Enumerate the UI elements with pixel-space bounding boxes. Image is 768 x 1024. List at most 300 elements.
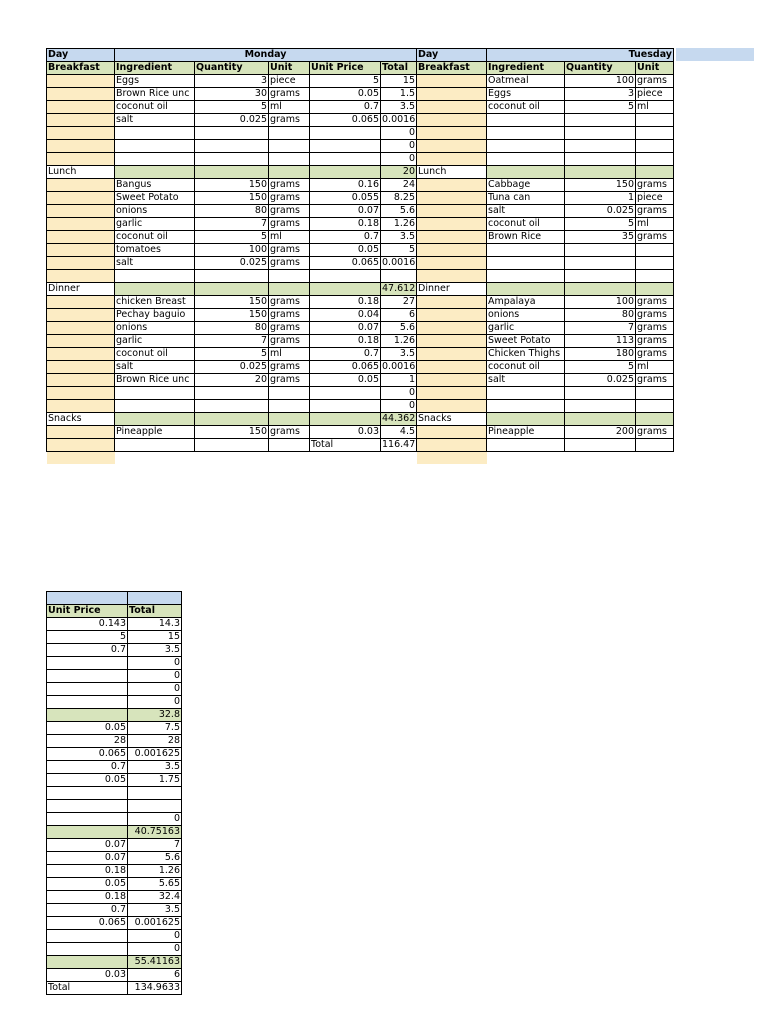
cell: 0 bbox=[128, 696, 182, 709]
cell bbox=[487, 270, 565, 283]
cell: 1.75 bbox=[128, 774, 182, 787]
cell: 0 bbox=[381, 153, 417, 166]
table-row bbox=[47, 722, 182, 735]
cell: 1.26 bbox=[381, 335, 417, 348]
table-row bbox=[47, 618, 182, 631]
cell: 0.025 bbox=[195, 114, 269, 127]
side-cell bbox=[417, 88, 487, 101]
cell: 0.7 bbox=[47, 644, 128, 657]
table-row bbox=[47, 114, 417, 127]
cell bbox=[128, 787, 182, 800]
cell: 0 bbox=[381, 140, 417, 153]
cell: Cabbage bbox=[487, 179, 565, 192]
section-total: 40.75163 bbox=[128, 826, 182, 839]
side-cell bbox=[47, 361, 115, 374]
table-row bbox=[47, 930, 182, 943]
table-row bbox=[47, 774, 182, 787]
cell: 7 bbox=[128, 839, 182, 852]
day-name: Monday bbox=[115, 49, 417, 62]
side-cell bbox=[417, 335, 487, 348]
side-cell bbox=[417, 426, 487, 439]
cell bbox=[195, 387, 269, 400]
table-row bbox=[47, 179, 417, 192]
side-cell bbox=[47, 179, 115, 192]
cell: garlic bbox=[487, 322, 565, 335]
cell: 0.16 bbox=[310, 179, 381, 192]
table-row bbox=[47, 101, 417, 114]
section-fill bbox=[269, 166, 310, 179]
cell: grams bbox=[269, 192, 310, 205]
cell bbox=[115, 439, 195, 452]
section-fill bbox=[195, 283, 269, 296]
total-label: Total bbox=[310, 439, 381, 452]
section-total: 55.41163 bbox=[128, 956, 182, 969]
cell bbox=[47, 657, 128, 670]
side-cell bbox=[47, 426, 115, 439]
cell bbox=[487, 400, 565, 413]
section-fill bbox=[636, 166, 674, 179]
cell: 150 bbox=[195, 179, 269, 192]
section-label: Lunch bbox=[47, 166, 115, 179]
side-cell bbox=[417, 101, 487, 114]
side-cell bbox=[417, 75, 487, 88]
cell bbox=[115, 387, 195, 400]
cell: ml bbox=[636, 361, 674, 374]
cell: 5 bbox=[565, 361, 636, 374]
cell: Sweet Potato bbox=[115, 192, 195, 205]
cell: 0.04 bbox=[310, 309, 381, 322]
table-row bbox=[47, 969, 182, 982]
section-fill bbox=[47, 826, 128, 839]
side-cell bbox=[417, 309, 487, 322]
table-row bbox=[47, 696, 182, 709]
cell: grams bbox=[636, 309, 674, 322]
cell bbox=[47, 800, 128, 813]
cell: 5 bbox=[195, 231, 269, 244]
table-row bbox=[47, 296, 417, 309]
cell: 35 bbox=[565, 231, 636, 244]
section-fill bbox=[636, 283, 674, 296]
section-label: Dinner bbox=[417, 283, 487, 296]
cell bbox=[310, 140, 381, 153]
table-row bbox=[47, 231, 417, 244]
table-row bbox=[417, 361, 674, 374]
table-row bbox=[417, 218, 674, 231]
cell bbox=[565, 270, 636, 283]
day-name: Tuesday bbox=[487, 49, 674, 62]
cell: 0.05 bbox=[310, 374, 381, 387]
table-row bbox=[47, 153, 417, 166]
table-row bbox=[417, 114, 674, 127]
cell bbox=[310, 270, 381, 283]
day-label: Day bbox=[417, 49, 487, 62]
table-row bbox=[47, 257, 417, 270]
table-row bbox=[417, 426, 674, 439]
section-fill bbox=[47, 709, 128, 722]
table-row bbox=[47, 218, 417, 231]
cell: 0.18 bbox=[310, 296, 381, 309]
cell: 0.7 bbox=[47, 904, 128, 917]
cell: grams bbox=[636, 75, 674, 88]
cell: grams bbox=[636, 374, 674, 387]
cell: 5.65 bbox=[128, 878, 182, 891]
table-row bbox=[417, 75, 674, 88]
cell: salt bbox=[115, 361, 195, 374]
cell: 5 bbox=[565, 101, 636, 114]
column-header-row bbox=[417, 62, 674, 75]
cell: 1 bbox=[565, 192, 636, 205]
section-fill bbox=[115, 283, 195, 296]
section-fill bbox=[269, 283, 310, 296]
cell bbox=[565, 387, 636, 400]
column-header: Total bbox=[381, 62, 417, 75]
side-cell bbox=[417, 244, 487, 257]
side-cell bbox=[47, 231, 115, 244]
cell: 20 bbox=[195, 374, 269, 387]
table-row bbox=[47, 735, 182, 748]
side-cell bbox=[47, 205, 115, 218]
side-cell bbox=[47, 153, 115, 166]
section-label: Snacks bbox=[417, 413, 487, 426]
total-label: Total bbox=[47, 982, 128, 995]
table-row bbox=[417, 127, 674, 140]
cell: 0 bbox=[128, 670, 182, 683]
cell: 0.03 bbox=[310, 426, 381, 439]
blank bbox=[565, 452, 636, 465]
cell bbox=[487, 439, 565, 452]
table-row bbox=[47, 88, 417, 101]
cell bbox=[47, 670, 128, 683]
cell bbox=[487, 140, 565, 153]
side-cell bbox=[417, 205, 487, 218]
section-row bbox=[47, 826, 182, 839]
side-cell bbox=[47, 309, 115, 322]
cell: 0.065 bbox=[310, 361, 381, 374]
cell bbox=[115, 400, 195, 413]
cell: 5 bbox=[47, 631, 128, 644]
side-cell bbox=[47, 322, 115, 335]
side-cell bbox=[417, 374, 487, 387]
cell: 0 bbox=[128, 657, 182, 670]
cell bbox=[636, 387, 674, 400]
cell: coconut oil bbox=[487, 101, 565, 114]
cell: 5 bbox=[381, 244, 417, 257]
cell bbox=[195, 140, 269, 153]
cell: salt bbox=[487, 374, 565, 387]
side-cell bbox=[417, 439, 487, 452]
blank bbox=[195, 452, 269, 465]
cell: 15 bbox=[381, 75, 417, 88]
table-row bbox=[47, 75, 417, 88]
cell: 0.065 bbox=[310, 114, 381, 127]
table-row bbox=[417, 296, 674, 309]
table-row bbox=[47, 748, 182, 761]
cell: grams bbox=[636, 231, 674, 244]
cell: grams bbox=[636, 179, 674, 192]
column-header: Unit bbox=[636, 62, 674, 75]
cell: ml bbox=[636, 218, 674, 231]
cell: 80 bbox=[195, 322, 269, 335]
cell: 100 bbox=[195, 244, 269, 257]
cell bbox=[195, 153, 269, 166]
cell: 150 bbox=[195, 296, 269, 309]
column-header: Ingredient bbox=[115, 62, 195, 75]
column-header: Quantity bbox=[195, 62, 269, 75]
section-fill bbox=[487, 166, 565, 179]
cell bbox=[565, 244, 636, 257]
section-total: 47.612 bbox=[382, 283, 416, 294]
cell: grams bbox=[636, 322, 674, 335]
section-label: Lunch bbox=[417, 166, 487, 179]
cell: 1.5 bbox=[381, 88, 417, 101]
cell bbox=[565, 153, 636, 166]
section-fill bbox=[310, 166, 381, 179]
cell: 0.05 bbox=[47, 722, 128, 735]
cell: 27 bbox=[381, 296, 417, 309]
table-row bbox=[47, 644, 182, 657]
table-row bbox=[47, 361, 417, 374]
cell: 150 bbox=[195, 309, 269, 322]
cell: coconut oil bbox=[487, 361, 565, 374]
section-fill bbox=[636, 413, 674, 426]
side-cell bbox=[47, 101, 115, 114]
cell bbox=[115, 127, 195, 140]
cell: 15 bbox=[128, 631, 182, 644]
section-row bbox=[47, 709, 182, 722]
cell: 5 bbox=[195, 101, 269, 114]
section-total: 32.8 bbox=[128, 709, 182, 722]
side-cell bbox=[47, 114, 115, 127]
table-row bbox=[417, 257, 674, 270]
cell: 150 bbox=[195, 192, 269, 205]
cell bbox=[636, 439, 674, 452]
table-row bbox=[417, 192, 674, 205]
cell: 5 bbox=[195, 348, 269, 361]
tuesday-header-extension bbox=[676, 48, 754, 61]
cell: Eggs bbox=[487, 88, 565, 101]
cell bbox=[487, 257, 565, 270]
table-row bbox=[47, 865, 182, 878]
side-cell bbox=[47, 218, 115, 231]
cell: 0 bbox=[128, 683, 182, 696]
side-cell bbox=[47, 192, 115, 205]
tuesday-meal-table bbox=[416, 48, 674, 464]
cell bbox=[269, 270, 310, 283]
cell: onions bbox=[487, 309, 565, 322]
cell bbox=[47, 683, 128, 696]
table-row bbox=[417, 101, 674, 114]
column-header: Total bbox=[128, 605, 182, 618]
cell bbox=[115, 270, 195, 283]
section-fill bbox=[269, 413, 310, 426]
cell: 0.025 bbox=[565, 374, 636, 387]
cell: piece bbox=[636, 88, 674, 101]
table-row bbox=[47, 348, 417, 361]
side-cell bbox=[417, 452, 487, 465]
column-header-row bbox=[47, 605, 182, 618]
table-row bbox=[47, 943, 182, 956]
cell bbox=[636, 114, 674, 127]
cell: grams bbox=[269, 309, 310, 322]
cell bbox=[269, 140, 310, 153]
section-total: 44.362 bbox=[382, 413, 416, 424]
cell: grams bbox=[269, 205, 310, 218]
section-row bbox=[47, 956, 182, 969]
table-row bbox=[47, 387, 417, 400]
cell bbox=[487, 114, 565, 127]
cell: 0 bbox=[128, 943, 182, 956]
cell: 0 bbox=[381, 400, 417, 413]
blank bbox=[47, 592, 128, 605]
cell: garlic bbox=[115, 218, 195, 231]
cell: 5 bbox=[310, 75, 381, 88]
cell: 0 bbox=[381, 387, 417, 400]
table-row bbox=[47, 631, 182, 644]
cell bbox=[195, 400, 269, 413]
day-label: Day bbox=[47, 49, 115, 62]
grand-total: 134.9633 bbox=[128, 982, 182, 995]
cell: coconut oil bbox=[115, 348, 195, 361]
cell: grams bbox=[269, 426, 310, 439]
cell: 28 bbox=[47, 735, 128, 748]
cell: 7.5 bbox=[128, 722, 182, 735]
cell: 5.6 bbox=[381, 322, 417, 335]
blank bbox=[487, 452, 565, 465]
cell: 0.05 bbox=[310, 244, 381, 257]
cell: 150 bbox=[565, 179, 636, 192]
cell: 3.5 bbox=[128, 761, 182, 774]
cell: Bangus bbox=[115, 179, 195, 192]
cell: 0.025 bbox=[565, 205, 636, 218]
cell bbox=[47, 787, 128, 800]
cell: 1.26 bbox=[128, 865, 182, 878]
cell bbox=[269, 387, 310, 400]
section-fill bbox=[195, 413, 269, 426]
cell: grams bbox=[269, 114, 310, 127]
section-row bbox=[417, 166, 674, 179]
side-cell bbox=[47, 387, 115, 400]
column-header: Ingredient bbox=[487, 62, 565, 75]
cell bbox=[128, 800, 182, 813]
cell: 0.05 bbox=[310, 88, 381, 101]
section-fill bbox=[310, 283, 381, 296]
cell bbox=[565, 400, 636, 413]
table-row bbox=[47, 813, 182, 826]
column-header: Unit Price bbox=[47, 605, 128, 618]
table-row bbox=[47, 127, 417, 140]
cell bbox=[115, 140, 195, 153]
header-row bbox=[417, 49, 674, 62]
cell: grams bbox=[269, 335, 310, 348]
cell: 0 bbox=[128, 813, 182, 826]
blank bbox=[636, 452, 674, 465]
cell bbox=[636, 400, 674, 413]
cell: salt bbox=[115, 257, 195, 270]
cell: 0.05 bbox=[47, 878, 128, 891]
cell: grams bbox=[636, 205, 674, 218]
table-row bbox=[417, 270, 674, 283]
table-row bbox=[417, 140, 674, 153]
cell: piece bbox=[269, 75, 310, 88]
side-cell bbox=[417, 153, 487, 166]
cell: salt bbox=[487, 205, 565, 218]
cell: 100 bbox=[565, 296, 636, 309]
cell: 0.07 bbox=[310, 322, 381, 335]
table-row bbox=[47, 426, 417, 439]
cell: Brown Rice unc bbox=[115, 374, 195, 387]
table-row bbox=[47, 270, 417, 283]
section-total: 20 bbox=[381, 166, 417, 179]
side-cell bbox=[417, 322, 487, 335]
section-label: Breakfast bbox=[417, 62, 487, 75]
cell bbox=[269, 439, 310, 452]
cell: 113 bbox=[565, 335, 636, 348]
cell bbox=[269, 400, 310, 413]
cell: tomatoes bbox=[115, 244, 195, 257]
table-row bbox=[417, 400, 674, 413]
cell: garlic bbox=[115, 335, 195, 348]
cell: 0.03 bbox=[47, 969, 128, 982]
filler-row bbox=[417, 452, 674, 465]
section-label: Snacks bbox=[47, 413, 115, 426]
cell: Eggs bbox=[115, 75, 195, 88]
column-header: Quantity bbox=[565, 62, 636, 75]
monday-meal-table bbox=[46, 48, 417, 464]
cell: grams bbox=[269, 374, 310, 387]
cell: 1 bbox=[381, 374, 417, 387]
table-row bbox=[47, 335, 417, 348]
blank bbox=[115, 452, 195, 465]
cell: coconut oil bbox=[115, 101, 195, 114]
blank bbox=[128, 592, 182, 605]
cell: Brown Rice unc bbox=[115, 88, 195, 101]
cell: 0.7 bbox=[310, 348, 381, 361]
cell: coconut oil bbox=[487, 218, 565, 231]
cell: Chicken Thighs bbox=[487, 348, 565, 361]
cell: 28 bbox=[128, 735, 182, 748]
blank bbox=[310, 452, 381, 465]
cell: grams bbox=[636, 426, 674, 439]
cell bbox=[487, 127, 565, 140]
side-cell bbox=[47, 140, 115, 153]
cell: onions bbox=[115, 205, 195, 218]
cell: Pineapple bbox=[487, 426, 565, 439]
cell: 0.025 bbox=[195, 257, 269, 270]
cell: 0.001625 bbox=[128, 748, 182, 761]
side-cell bbox=[47, 452, 115, 465]
cell bbox=[636, 127, 674, 140]
table-row bbox=[47, 904, 182, 917]
side-cell bbox=[47, 296, 115, 309]
side-cell bbox=[417, 192, 487, 205]
cell: ml bbox=[269, 348, 310, 361]
cell bbox=[195, 127, 269, 140]
side-cell bbox=[47, 88, 115, 101]
cell bbox=[269, 153, 310, 166]
cell: 0.7 bbox=[310, 101, 381, 114]
cell: ml bbox=[636, 101, 674, 114]
section-row bbox=[417, 283, 674, 296]
cell: grams bbox=[636, 348, 674, 361]
table-row bbox=[417, 231, 674, 244]
cell: 30 bbox=[195, 88, 269, 101]
side-cell bbox=[47, 400, 115, 413]
table-row bbox=[47, 800, 182, 813]
table-row bbox=[417, 153, 674, 166]
cell: salt bbox=[115, 114, 195, 127]
cell: grams bbox=[636, 335, 674, 348]
section-row bbox=[417, 413, 674, 426]
